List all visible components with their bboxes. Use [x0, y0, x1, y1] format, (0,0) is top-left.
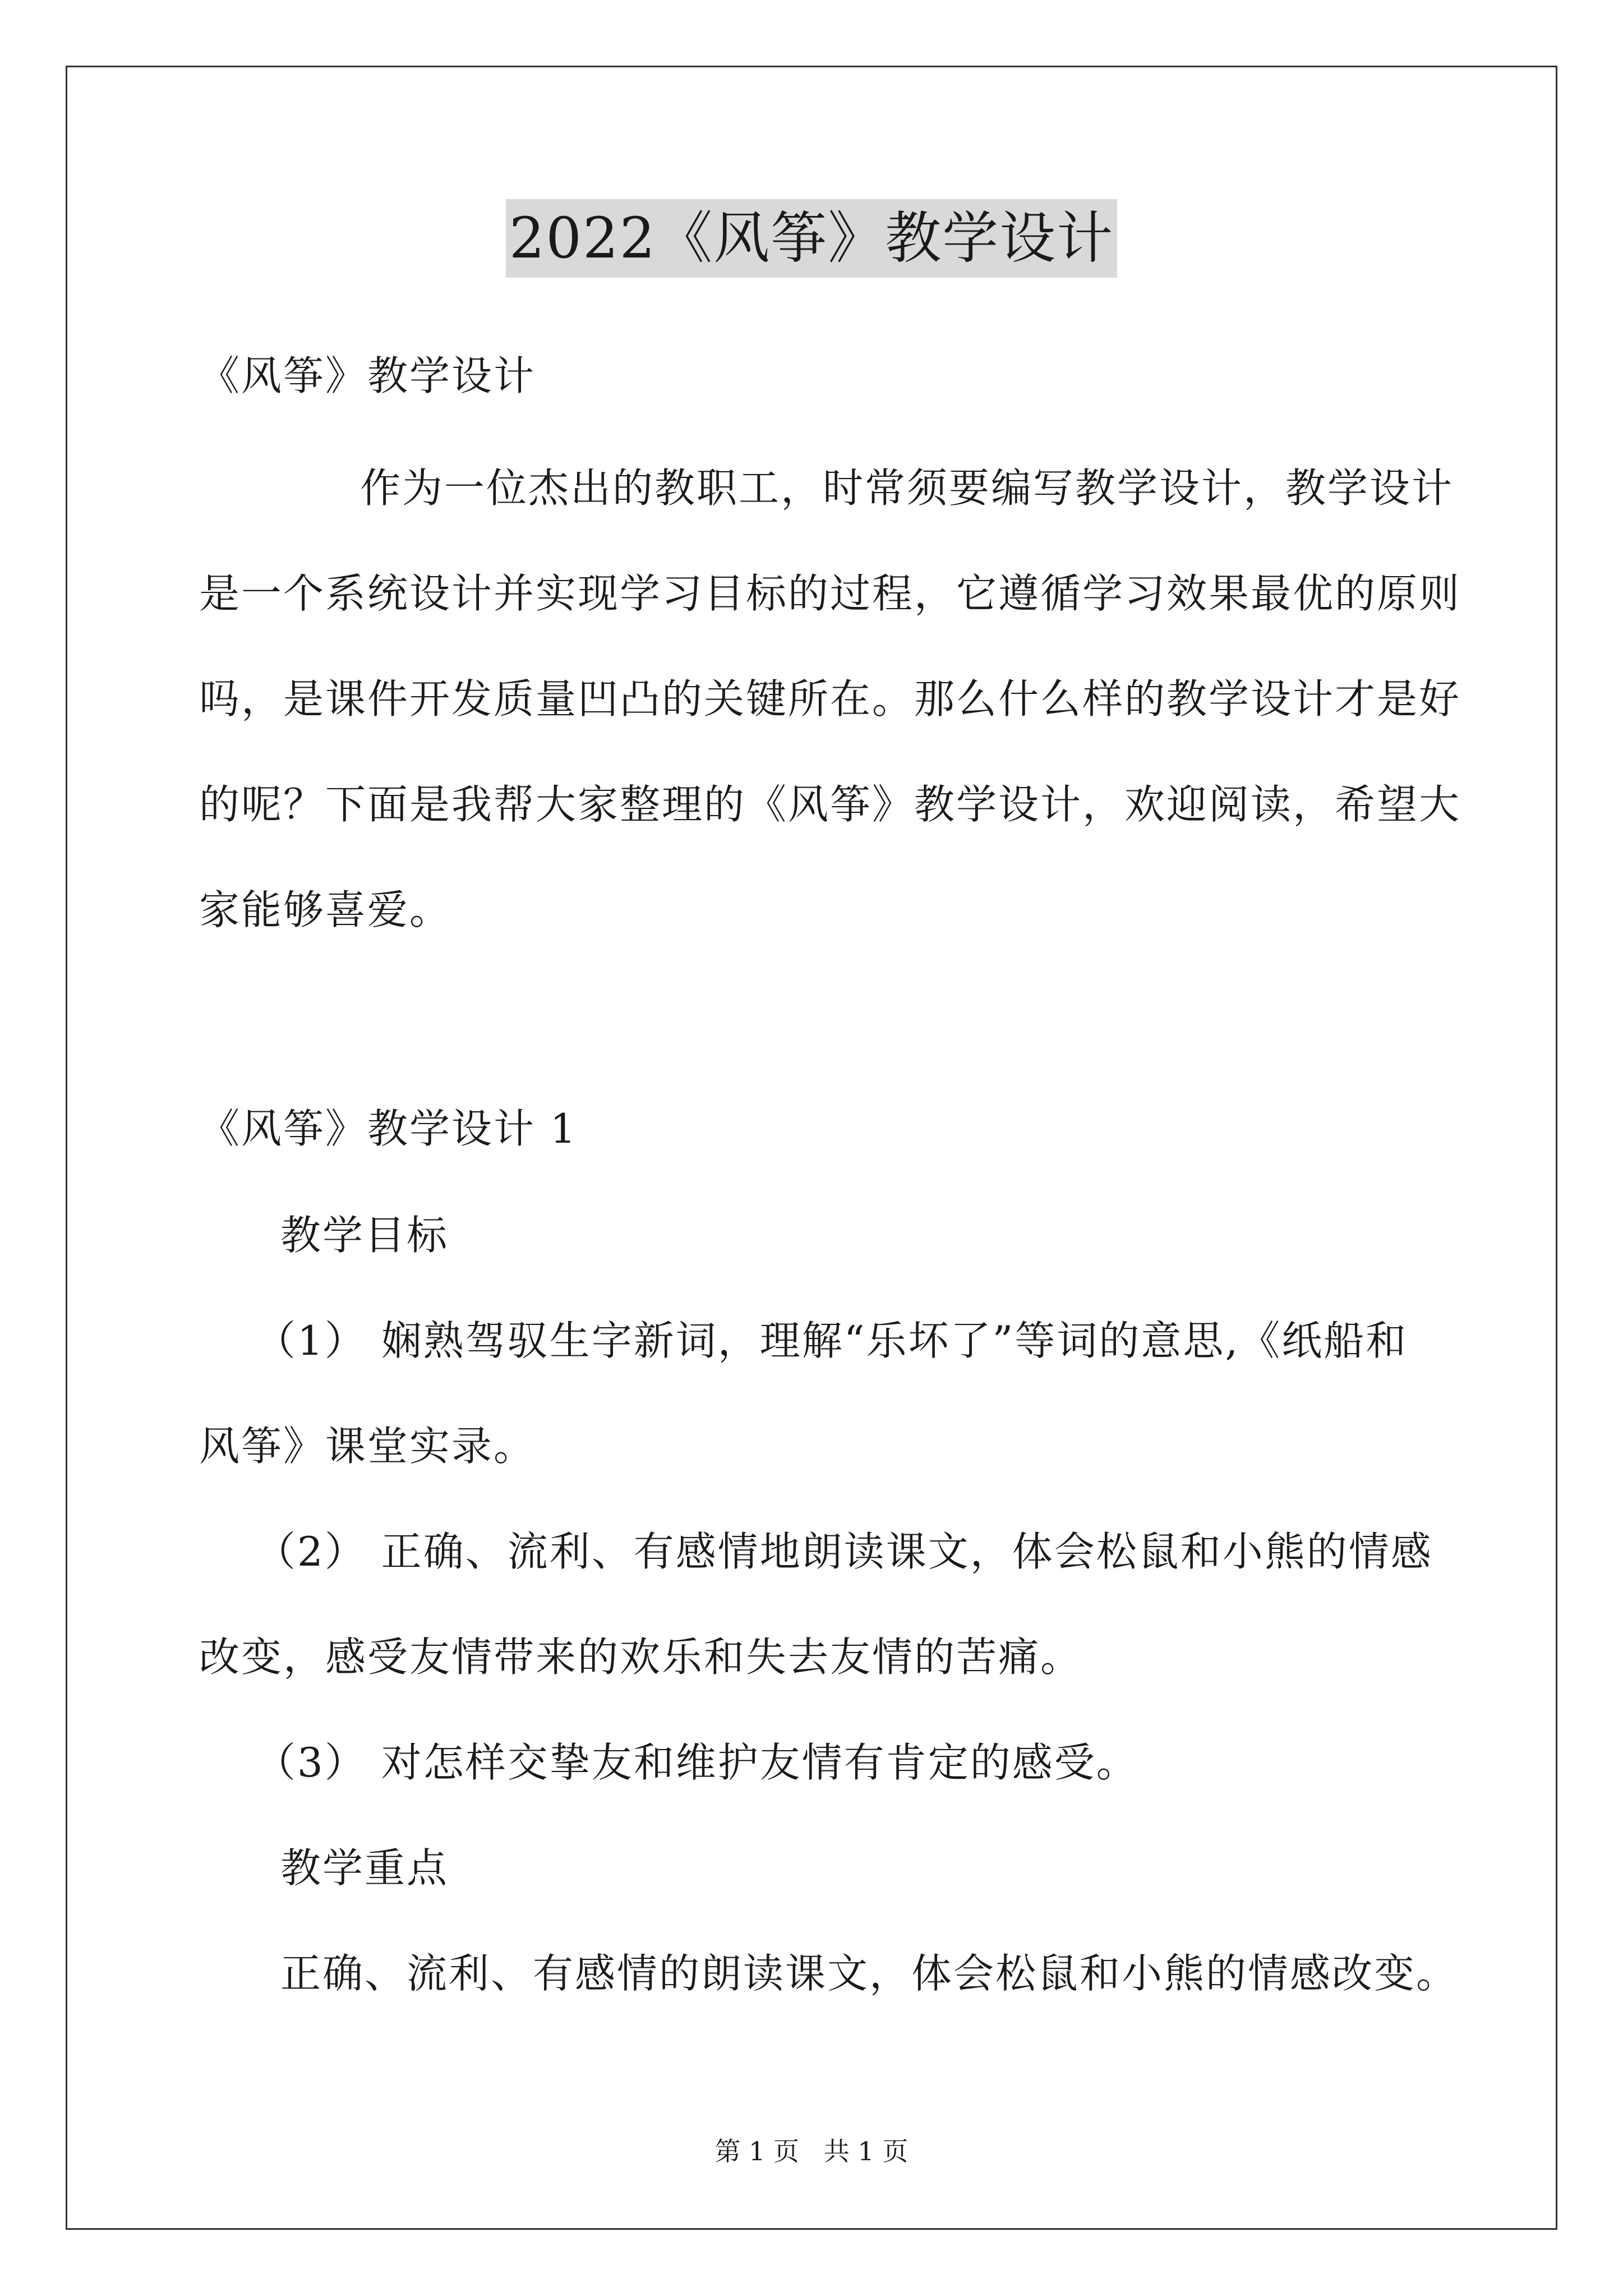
goal-1-line-1: （1） 娴熟驾驭生字新词，理解“乐坏了”等词的意思,《纸船和 [255, 1317, 1408, 1364]
goal-1-line-2: 风筝》课堂实录。 [199, 1423, 536, 1470]
intro-line-4: 的呢？下面是我帮大家整理的《风筝》教学设计，欢迎阅读，希望大 [199, 781, 1461, 828]
goal-2-line-2: 改变，感受友情带来的欢乐和失去友情的苦痛。 [199, 1634, 1083, 1681]
goal-3-line: （3） 对怎样交挚友和维护友情有肯定的感受。 [255, 1739, 1138, 1786]
section-heading: 《风筝》教学设计 1 [199, 1105, 578, 1152]
focus-heading: 教学重点 [280, 1844, 449, 1892]
page-number: 第 1 页 共 1 页 [714, 2136, 909, 2166]
intro-line-3: 吗，是课件开发质量凹凸的关键所在。那么什么样的教学设计才是好 [199, 675, 1461, 723]
document-title: 2022《风筝》教学设计 [506, 199, 1118, 278]
subtitle: 《风筝》教学设计 [199, 352, 536, 399]
title-wrapper [0, 199, 1623, 278]
goals-heading: 教学目标 [280, 1212, 449, 1259]
intro-line-1: 作为一位杰出的教职工，时常须要编写教学设计，教学设计 [360, 464, 1454, 512]
intro-line-5: 家能够喜爱。 [199, 886, 452, 933]
focus-line: 正确、流利、有感情的朗读课文，体会松鼠和小熊的情感改变。 [280, 1950, 1459, 1997]
page-footer [0, 2134, 1623, 2168]
goal-2-line-1: （2） 正确、流利、有感情地朗读课文，体会松鼠和小熊的情感 [255, 1528, 1433, 1575]
intro-line-2: 是一个系统设计并实现学习目标的过程，它遵循学习效果最优的原则 [199, 570, 1461, 617]
